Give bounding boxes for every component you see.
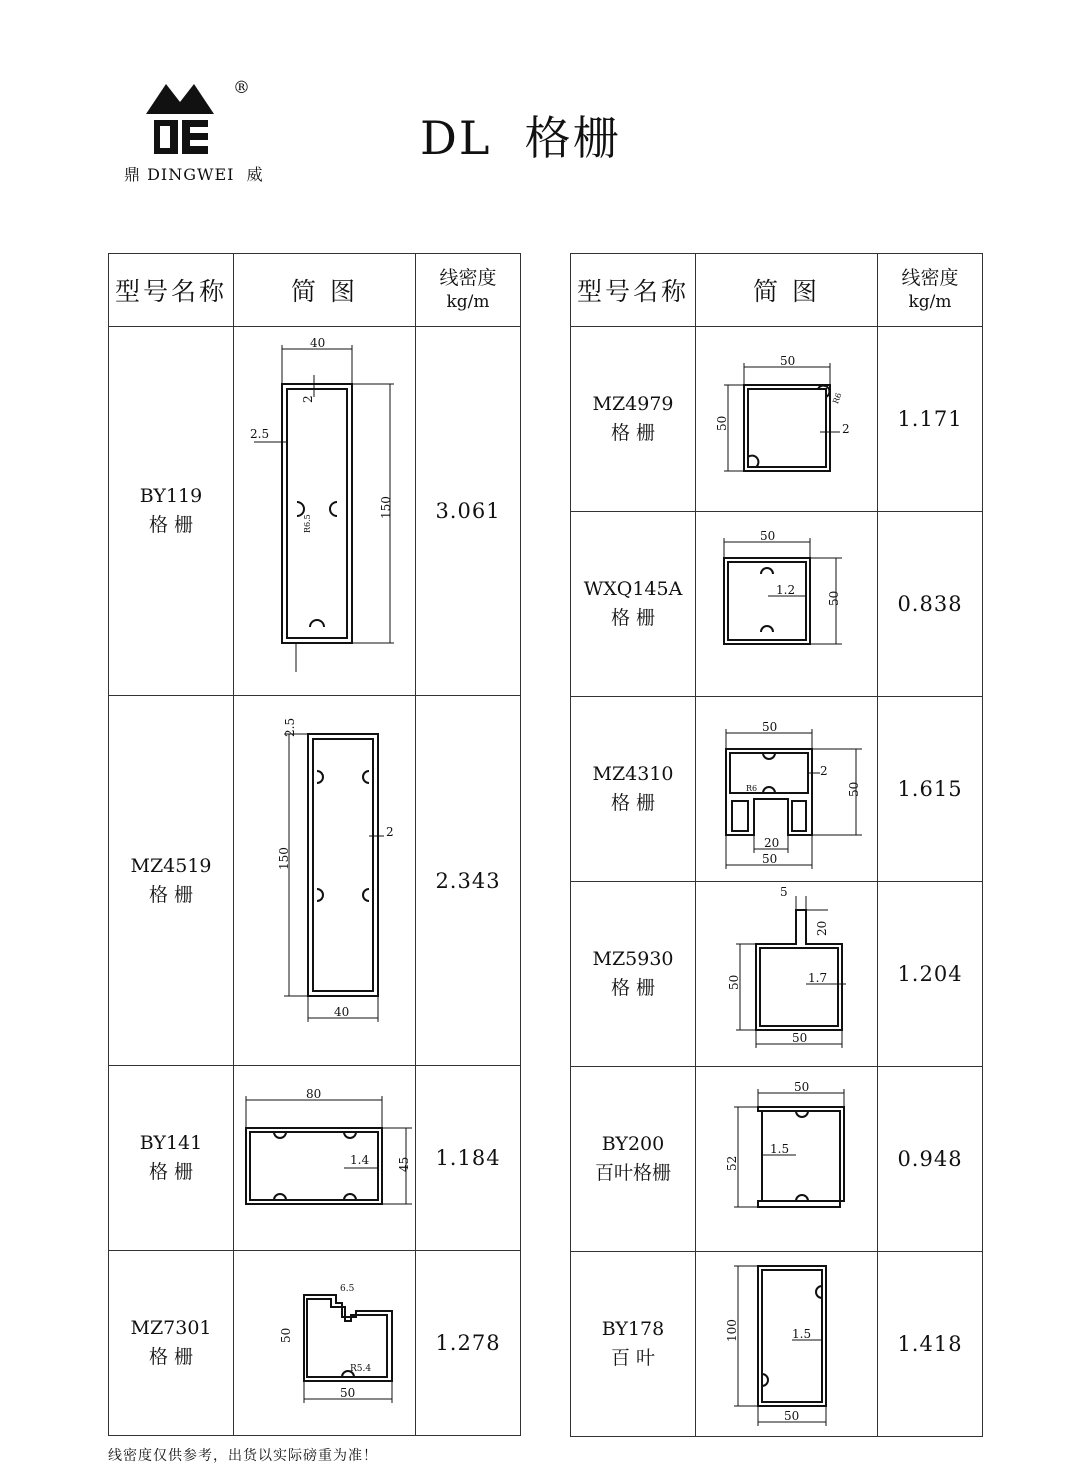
density-value: 2.343 — [416, 696, 521, 1066]
dim-wall: 1.5 — [770, 1142, 790, 1156]
dim-slot: R6.5 — [303, 514, 312, 533]
profile-sketch-mz7301 — [234, 1251, 416, 1435]
dim-radius: R5.4 — [350, 1364, 372, 1374]
dim-height: 52 — [725, 1155, 739, 1171]
brand-logo-icon — [120, 78, 240, 158]
header-density — [416, 254, 521, 327]
dim-height: 50 — [279, 1327, 293, 1343]
model-type: 格 栅 — [148, 1161, 194, 1183]
dim-radius: R6 — [831, 391, 844, 406]
model-code: BY178 — [601, 1318, 665, 1340]
model-type: 百 叶 — [610, 1347, 656, 1369]
model-cell — [571, 882, 696, 1067]
table-row — [109, 327, 521, 696]
page-title: DL 格栅 — [420, 111, 621, 165]
dim-wall-bottom: 2.5 — [283, 717, 297, 737]
model-type: 格 栅 — [148, 514, 194, 536]
model-type: 百叶格栅 — [594, 1162, 671, 1184]
density-value: 1.418 — [878, 1252, 983, 1437]
model-code: MZ4979 — [592, 393, 674, 415]
model-code: BY141 — [139, 1132, 203, 1154]
model-cell — [571, 512, 696, 697]
dim-height: 150 — [379, 496, 393, 519]
table-header-row — [571, 254, 983, 327]
model-cell — [571, 1067, 696, 1252]
model-type: 格 栅 — [610, 422, 656, 444]
density-value: 3.061 — [416, 327, 521, 696]
table-header-row — [109, 254, 521, 327]
table-row — [571, 512, 983, 697]
profile-sketch-mz4519 — [234, 696, 416, 1065]
right-spec-table — [570, 253, 983, 1437]
model-type: 格 栅 — [610, 607, 656, 629]
profile-sketch-wxq145a — [696, 512, 878, 696]
table-row — [109, 696, 521, 1066]
density-value: 1.615 — [878, 697, 983, 882]
table-row — [571, 327, 983, 512]
model-code: BY119 — [139, 485, 203, 507]
dim-slot: 6.5 — [340, 1284, 355, 1294]
sketch-cell — [696, 1252, 878, 1437]
header-density — [878, 254, 983, 327]
dim-height: 50 — [847, 781, 861, 797]
density-value: 1.171 — [878, 327, 983, 512]
dim-wall: 2 — [386, 825, 394, 839]
sketch-cell — [696, 882, 878, 1067]
dim-wall: 1.2 — [776, 583, 796, 597]
model-cell — [571, 327, 696, 512]
dim-width: 80 — [306, 1087, 322, 1101]
dim-height: 150 — [277, 847, 291, 870]
table-row — [571, 882, 983, 1067]
profile-sketch-by178 — [696, 1252, 878, 1436]
dim-width-bottom: 50 — [762, 852, 778, 866]
model-type: 格 栅 — [610, 977, 656, 999]
dim-wall-top: 2 — [301, 395, 315, 403]
profile-sketch-by141 — [234, 1066, 416, 1250]
dim-height: 50 — [715, 415, 729, 431]
header-sketch: 简 图 — [696, 254, 878, 327]
model-cell — [109, 327, 234, 696]
header-model: 型号名称 — [571, 254, 696, 327]
table-row — [109, 1251, 521, 1436]
dim-gap: 20 — [764, 836, 780, 850]
dim-height: 45 — [397, 1156, 411, 1172]
sketch-cell — [234, 696, 416, 1066]
profile-sketch-by200 — [696, 1067, 878, 1251]
model-code: MZ4310 — [592, 763, 674, 785]
model-cell — [109, 696, 234, 1066]
density-value: 0.948 — [878, 1067, 983, 1252]
sketch-cell — [234, 327, 416, 737]
header-sketch: 简 图 — [234, 254, 416, 327]
dim-width: 50 — [780, 354, 796, 368]
dim-height: 50 — [827, 590, 841, 606]
sketch-cell — [234, 1251, 416, 1436]
sketch-cell — [696, 512, 878, 697]
header-density-label: 线密度 — [439, 267, 497, 289]
model-cell — [109, 1251, 234, 1436]
profile-sketch-by119 — [234, 327, 416, 737]
dim-width: 50 — [760, 529, 776, 543]
sketch-cell — [696, 327, 878, 512]
footnote: 线密度仅供参考，出货以实际磅重为准！ — [108, 1448, 378, 1464]
dim-wall: 1.5 — [792, 1327, 812, 1341]
density-value: 1.184 — [416, 1066, 521, 1251]
model-cell — [571, 697, 696, 882]
left-spec-table — [108, 253, 521, 1436]
dim-wall: 2 — [842, 422, 850, 436]
dim-radius: R6 — [746, 784, 758, 793]
dim-width: 50 — [794, 1080, 810, 1094]
density-value: 0.838 — [878, 512, 983, 697]
model-cell — [571, 1252, 696, 1437]
dim-width: 50 — [784, 1409, 800, 1423]
sketch-cell — [696, 1067, 878, 1252]
header-density-unit: kg/m — [446, 292, 490, 312]
model-code: BY200 — [601, 1133, 665, 1155]
model-code: MZ7301 — [130, 1317, 212, 1339]
dim-width: 50 — [340, 1386, 356, 1400]
dim-wall-side: 2.5 — [250, 427, 270, 441]
dim-width: 50 — [762, 720, 778, 734]
profile-sketch-mz4979 — [696, 327, 878, 511]
model-code: MZ5930 — [592, 948, 674, 970]
table-row — [109, 1066, 521, 1251]
model-code: MZ4519 — [130, 854, 212, 877]
table-row — [571, 1067, 983, 1252]
header-density-label: 线密度 — [901, 267, 959, 289]
dim-wall: 2 — [820, 764, 828, 778]
density-value: 1.278 — [416, 1251, 521, 1436]
brand-caption: 鼎 DINGWEI 威 — [124, 165, 264, 184]
dim-width: 40 — [310, 336, 326, 350]
header-model: 型号名称 — [109, 254, 234, 327]
model-code: WXQ145A — [583, 578, 683, 600]
model-type: 格 栅 — [148, 883, 194, 906]
profile-sketch-mz4310 — [696, 697, 878, 881]
dim-fin-height: 20 — [815, 920, 829, 936]
table-row — [571, 697, 983, 882]
table-row — [571, 1252, 983, 1437]
sketch-cell — [234, 1066, 416, 1251]
profile-sketch-mz5930 — [696, 882, 878, 1066]
dim-wall: 1.7 — [808, 971, 828, 985]
density-value: 1.204 — [878, 882, 983, 1067]
model-type: 格 栅 — [148, 1346, 194, 1368]
dim-width: 50 — [792, 1031, 808, 1045]
dim-wall: 1.4 — [350, 1153, 370, 1167]
sketch-cell — [696, 697, 878, 882]
dim-height: 100 — [725, 1319, 739, 1342]
dim-height: 50 — [727, 974, 741, 990]
model-cell — [109, 1066, 234, 1251]
registered-mark: ® — [233, 78, 250, 98]
header-density-unit: kg/m — [908, 292, 952, 312]
model-type: 格 栅 — [610, 792, 656, 814]
dim-width: 40 — [334, 1005, 350, 1019]
dim-fin-width: 5 — [780, 885, 788, 899]
